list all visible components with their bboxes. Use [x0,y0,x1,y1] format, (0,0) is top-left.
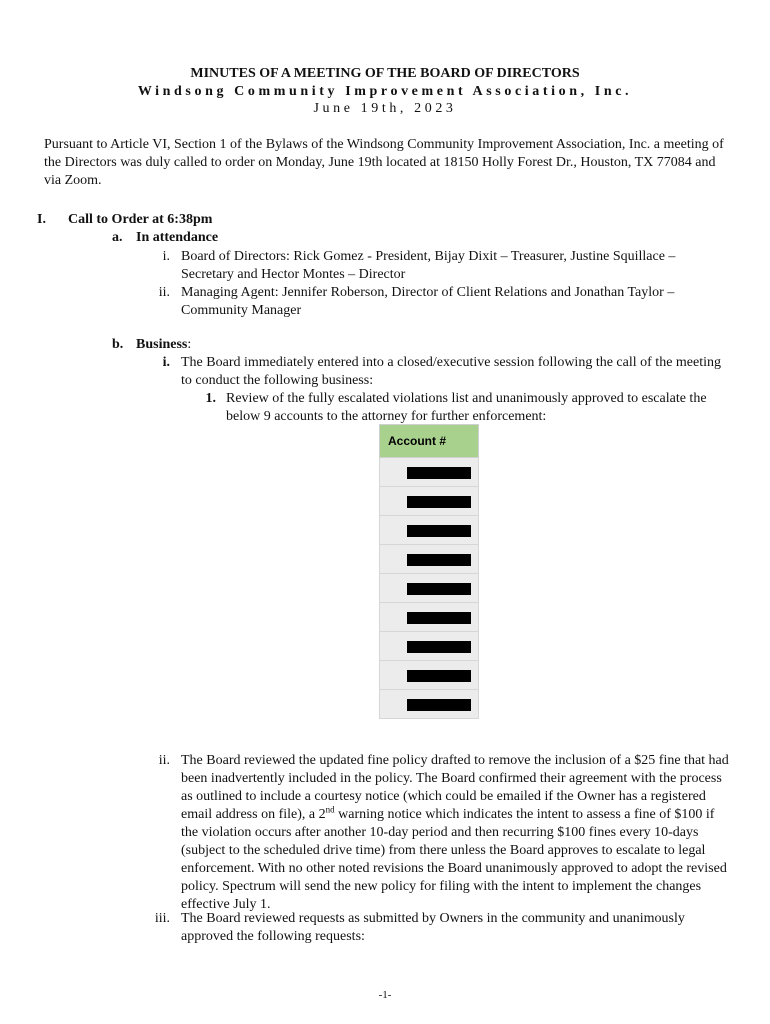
business-heading [112,337,191,353]
list-number: ii. [158,753,170,768]
attendance-label: a. [112,230,123,245]
redaction-bar [407,583,471,595]
list-number: i. [162,249,170,264]
association-name: Windsong Community Improvement Association, Inc. [137,84,633,99]
list-text: Board of Directors: Rick Gomez - President, Bijay Dixit – Treasurer, Justine Squillace – Secretary and Hector Montes – Director [181,249,676,282]
account-table-header: Account # [380,425,479,458]
account-cell [380,458,479,487]
redaction-bar [407,467,471,479]
list-text: The Board reviewed requests as submitted by Owners in the community and unanimously approved the following requests: [181,911,685,944]
list-text-part: The Board reviewed the updated fine policy drafted to remove the inclusion of a $25 fine that had been inadvertently included in the policy. The Board confirmed their agreement with the process as outlined to include a courtesy notice (which could be emailed if the Owner has a registered email address on file), a 2 [181,753,729,822]
redaction-bar [407,554,471,566]
account-cell [380,632,479,661]
list-text [181,752,729,914]
ordinal-suffix: nd [325,804,335,815]
business-label: b. [112,337,124,352]
list-number: i. [162,355,170,370]
account-cell [380,603,479,632]
table-row [380,516,479,545]
table-row [380,690,479,719]
section-number: I. [37,212,46,227]
account-cell [380,545,479,574]
table-row [380,545,479,574]
business-title: Business [136,337,188,352]
redaction-bar [407,496,471,508]
account-table [379,424,479,719]
intro-paragraph: Pursuant to Article VI, Section 1 of the Bylaws of the Windsong Community Improvement Association, Inc. a meeting of the Directors was duly called to order on Monday, June 19th located at 18150 Holly Forest Dr., Houston, TX 77084 and via Zoom. [44,137,724,188]
attendance-heading [112,230,218,246]
redaction-bar [407,699,471,711]
table-row [380,574,479,603]
section-title: Call to Order at 6:38pm [68,212,213,227]
list-text: Review of the fully escalated violations list and unanimously approved to escalate the below 9 accounts to the attorney for further enforcement: [226,391,707,424]
list-number: 1. [205,391,216,406]
redaction-bar [407,670,471,682]
account-cell [380,690,479,719]
table-row [380,603,479,632]
list-text: The Board immediately entered into a closed/executive session following the call of the meeting to conduct the following business: [181,355,721,388]
table-row [380,661,479,690]
table-row [380,632,479,661]
attendance-title: In attendance [136,230,219,245]
redaction-bar [407,641,471,653]
redaction-bar [407,612,471,624]
redaction-bar [407,525,471,537]
account-cell [380,661,479,690]
account-cell [380,574,479,603]
account-cell [380,487,479,516]
business-colon: : [187,337,192,352]
page-number: -1- [378,989,392,1001]
list-number: iii. [154,911,170,926]
list-text-part: warning notice which indicates the intent to assess a fine of $100 if the violation occurs after another 10-day period and then recurring $100 fines every 10-days (subject to the scheduled drive time) from there unless the Board approves to escalate to legal enforcement. With no other noted revisions the Board unanimously approved to adopt the revised policy. Spectrum will send the new policy for filing with the intent to implement the changes effective July 1. [181,807,727,912]
list-text: Managing Agent: Jennifer Roberson, Director of Client Relations and Jonathan Taylor – Community Manager [181,285,675,318]
account-cell [380,516,479,545]
table-row [380,458,479,487]
table-row [380,487,479,516]
list-number: ii. [158,285,170,300]
document-title: MINUTES OF A MEETING OF THE BOARD OF DIRECTORS [190,66,580,81]
meeting-date: June 19th, 2023 [313,101,457,116]
